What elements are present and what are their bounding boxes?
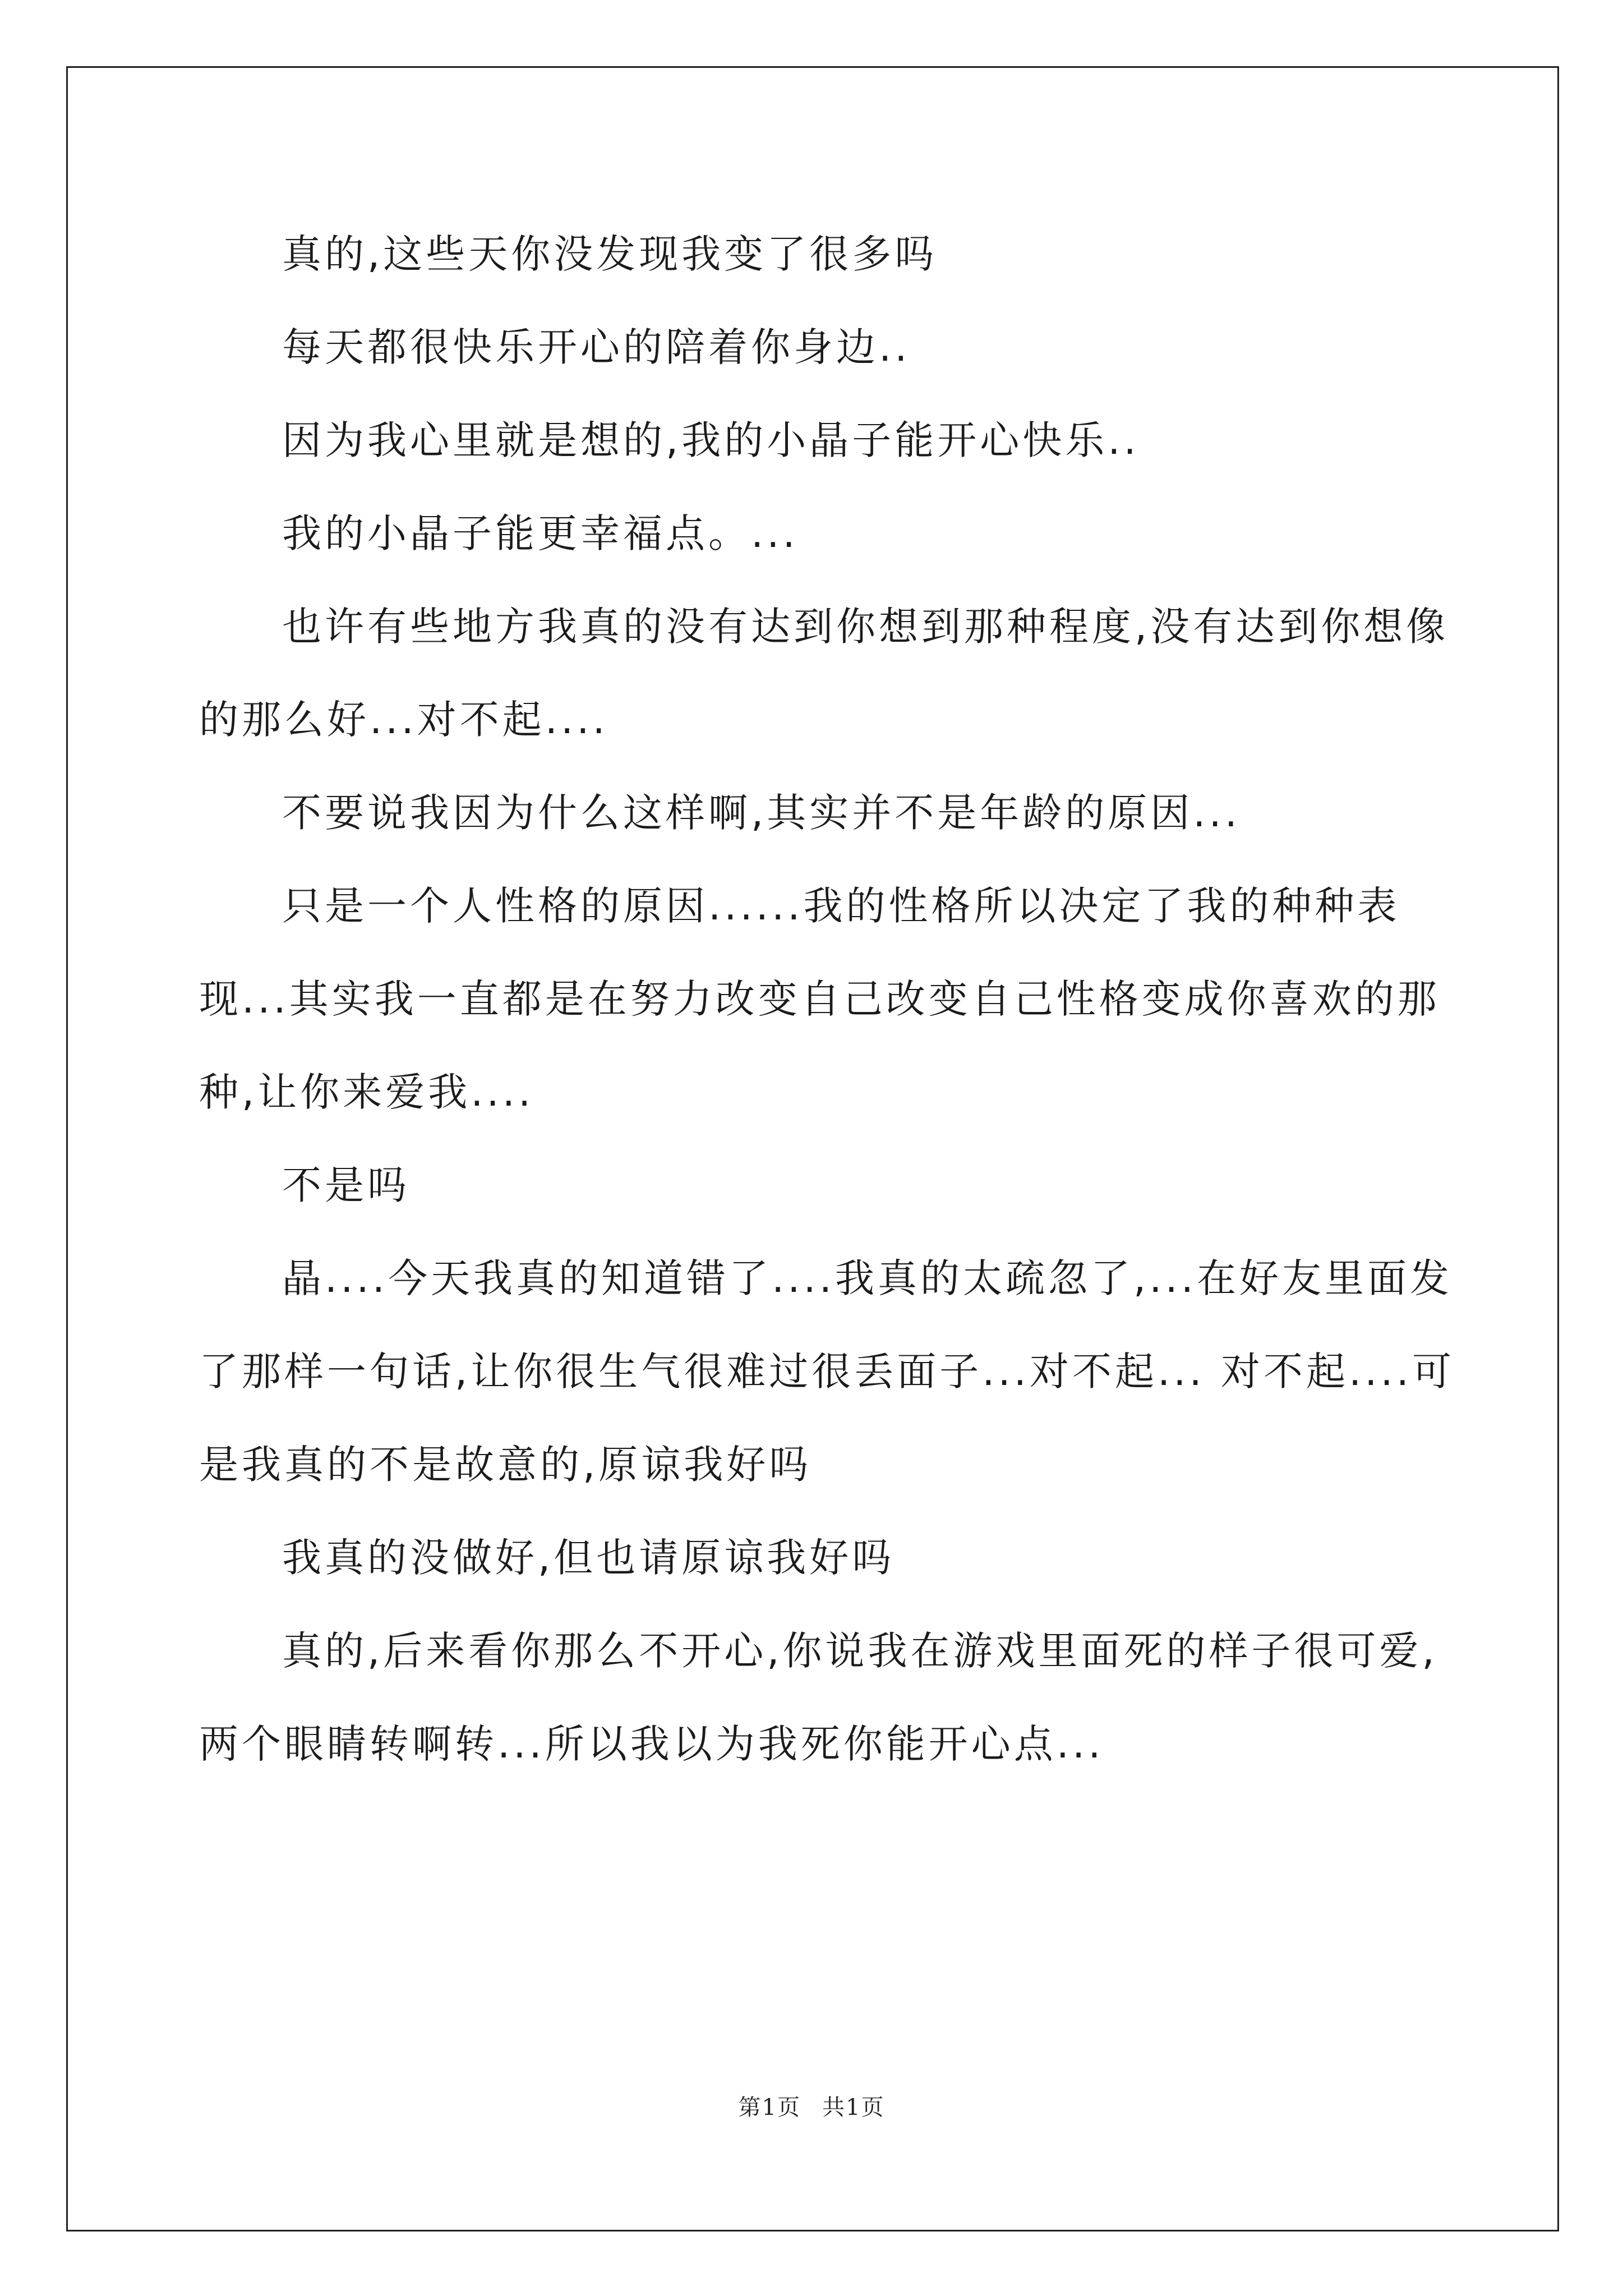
paragraph: 因为我心里就是想的,我的小晶子能开心快乐.. [282,417,1140,463]
document-body [199,208,1467,1791]
paragraph: 只是一个人性格的原因......我的性格所以决定了我的种种表现...其实我一直都是在努力改变自己改变自己性格变成你喜欢的那种,让你来爱我.... [199,883,1440,1115]
paragraph: 真的,这些天你没发现我变了很多吗 [282,231,938,277]
page-number-total: 共1页 [822,2095,885,2120]
paragraph: 也许有些地方我真的没有达到你想到那种程度,没有达到你想像的那么好...对不起.... [199,604,1449,743]
paragraph: 每天都很快乐开心的陪着你身边.. [282,324,911,370]
paragraph: 真的,后来看你那么不开心,你说我在游戏里面死的样子很可爱,两个眼睛转啊转...所以我以为我死你能开心点... [199,1628,1438,1767]
page-footer [0,2090,1623,2122]
paragraph: 晶....今天我真的知道错了....我真的太疏忽了,...在好友里面发了那样一句话,让你很生气很难过很丢面子...对不起... 对不起....可是我真的不是故意的,原谅我好吗 [199,1255,1455,1488]
paragraph: 不要说我因为什么这样啊,其实并不是年龄的原因... [282,790,1241,836]
paragraph: 我真的没做好,但也请原谅我好吗 [282,1535,895,1581]
paragraph: 我的小晶子能更幸福点。... [282,510,799,556]
paragraph: 不是吗 [282,1162,410,1208]
page-number-current: 第1页 [738,2095,801,2120]
